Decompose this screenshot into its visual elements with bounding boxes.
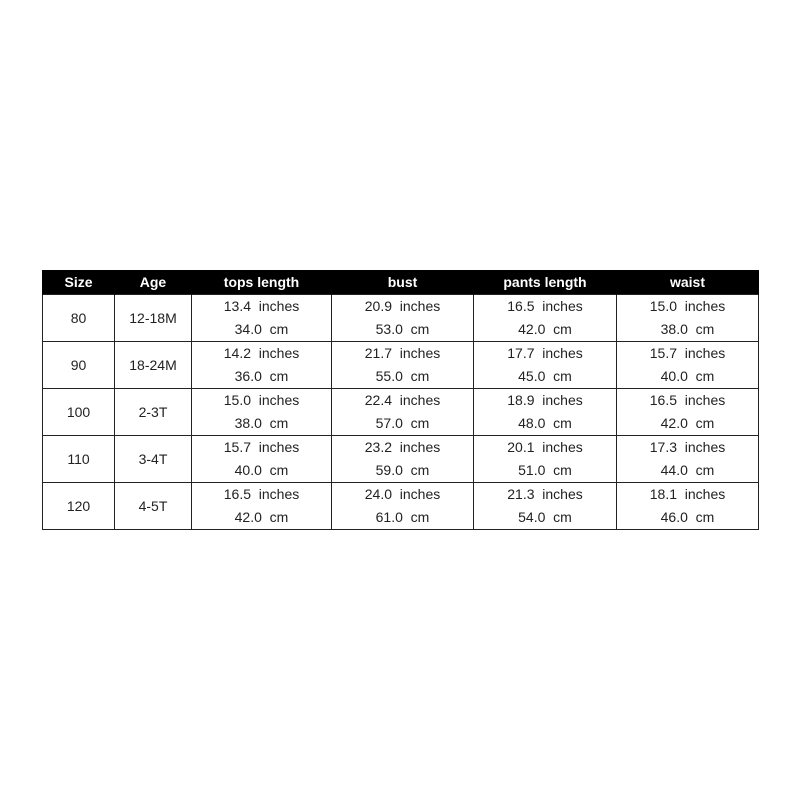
size-cell: 110 [43, 436, 115, 483]
tops-length-cell [192, 295, 332, 342]
inches-value: 15.0 inches [649, 298, 726, 314]
size-chart-table [42, 270, 759, 530]
cm-value: 40.0 cm [234, 462, 289, 478]
cm-value: 48.0 cm [518, 415, 572, 431]
cm-value: 36.0 cm [234, 368, 289, 384]
tops-length-cell [192, 483, 332, 530]
bust-cell [332, 483, 474, 530]
cm-value: 40.0 cm [660, 368, 715, 384]
cm-value: 34.0 cm [234, 321, 289, 337]
cm-value: 38.0 cm [660, 321, 715, 337]
inches-value: 15.7 inches [649, 345, 726, 361]
table-row [43, 389, 759, 436]
inches-value: 18.9 inches [507, 392, 583, 408]
header-tops-length: tops length [192, 270, 332, 295]
pants-length-cell [474, 295, 617, 342]
bust-cell [332, 295, 474, 342]
inches-value: 15.7 inches [223, 439, 300, 455]
cm-value: 42.0 cm [660, 415, 715, 431]
inches-value: 16.5 inches [223, 486, 300, 502]
table-header [43, 270, 759, 295]
tops-length-cell [192, 342, 332, 389]
cm-value: 55.0 cm [375, 368, 430, 384]
header-bust: bust [332, 270, 474, 295]
inches-value: 13.4 inches [223, 298, 300, 314]
age-cell: 4-5T [115, 483, 192, 530]
cm-value: 44.0 cm [660, 462, 715, 478]
tops-length-cell [192, 436, 332, 483]
inches-value: 20.1 inches [507, 439, 583, 455]
header-pants-length: pants length [474, 270, 617, 295]
header-row [43, 270, 759, 295]
age-cell: 12-18M [115, 295, 192, 342]
cm-value: 51.0 cm [518, 462, 572, 478]
cm-value: 38.0 cm [234, 415, 289, 431]
header-waist: waist [617, 270, 759, 295]
pants-length-cell [474, 389, 617, 436]
inches-value: 24.0 inches [364, 486, 441, 502]
waist-cell [617, 295, 759, 342]
age-cell: 18-24M [115, 342, 192, 389]
cm-value: 45.0 cm [518, 368, 572, 384]
inches-value: 20.9 inches [364, 298, 441, 314]
waist-cell [617, 342, 759, 389]
bust-cell [332, 342, 474, 389]
inches-value: 21.7 inches [364, 345, 441, 361]
header-age: Age [115, 270, 192, 295]
cm-value: 57.0 cm [375, 415, 430, 431]
age-cell: 2-3T [115, 389, 192, 436]
cm-value: 53.0 cm [375, 321, 430, 337]
cm-value: 61.0 cm [375, 509, 430, 525]
inches-value: 18.1 inches [649, 486, 726, 502]
size-cell: 120 [43, 483, 115, 530]
inches-value: 17.3 inches [649, 439, 726, 455]
cm-value: 54.0 cm [518, 509, 572, 525]
table-row [43, 436, 759, 483]
cm-value: 42.0 cm [234, 509, 289, 525]
size-cell: 90 [43, 342, 115, 389]
cm-value: 59.0 cm [375, 462, 430, 478]
pants-length-cell [474, 342, 617, 389]
size-cell: 80 [43, 295, 115, 342]
inches-value: 16.5 inches [649, 392, 726, 408]
bust-cell [332, 436, 474, 483]
inches-value: 21.3 inches [507, 486, 583, 502]
size-cell: 100 [43, 389, 115, 436]
inches-value: 23.2 inches [364, 439, 441, 455]
table-row [43, 295, 759, 342]
inches-value: 15.0 inches [223, 392, 300, 408]
age-cell: 3-4T [115, 436, 192, 483]
inches-value: 22.4 inches [364, 392, 441, 408]
cm-value: 42.0 cm [518, 321, 572, 337]
tops-length-cell [192, 389, 332, 436]
table-body [43, 295, 759, 530]
waist-cell [617, 436, 759, 483]
waist-cell [617, 483, 759, 530]
pants-length-cell [474, 436, 617, 483]
bust-cell [332, 389, 474, 436]
inches-value: 14.2 inches [223, 345, 300, 361]
header-size: Size [43, 270, 115, 295]
waist-cell [617, 389, 759, 436]
inches-value: 17.7 inches [507, 345, 583, 361]
inches-value: 16.5 inches [507, 298, 583, 314]
cm-value: 46.0 cm [660, 509, 715, 525]
pants-length-cell [474, 483, 617, 530]
table-row [43, 483, 759, 530]
table-row [43, 342, 759, 389]
